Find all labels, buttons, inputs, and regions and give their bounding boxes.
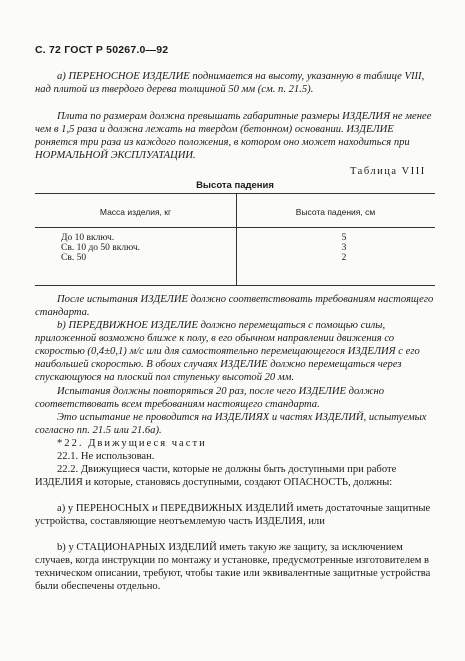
- paragraph-b: b) ПЕРЕДВИЖНОЕ ИЗДЕЛИЕ должно перемещаться с помощью силы, приложенной возможно ближе к полу, в его обычном направлении движения со скоростью (0,4±0,1) м/с или для самостоятельно перемещающегося ИЗДЕЛИЯ с его наибольшей скоростью. В обоих случаях ИЗДЕЛИЕ должно перемещаться через спускающуюся на плоский пол ступеньку высотой 20 мм.: [35, 320, 420, 384]
- column-header-mass: Масса изделия, кг: [99, 207, 172, 217]
- table-bottom-rule: [35, 285, 435, 286]
- page-header: С. 72 ГОСТ Р 50267.0—92: [35, 44, 169, 56]
- paragraph-plate: Плита по размерам должна превышать габаритные размеры ИЗДЕЛИЯ не менее чем в 1,5 раза и должна лежать на твердом (бетонном) основании. ИЗДЕЛИЕ роняется три раза из каждого положения, в котором оно может находиться при НОРМАЛЬНОЙ ЭКСПЛУАТАЦИИ.: [35, 111, 432, 162]
- table-cell-height: 3: [341, 243, 347, 253]
- section-22-2-a: а) у ПЕРЕНОСНЫХ и ПЕРЕДВИЖНЫХ ИЗДЕЛИЙ иметь достаточные защитные устройства, составляющие неотъемлемую часть ИЗДЕЛИЯ, или: [35, 503, 431, 528]
- drop-height-table: [35, 193, 435, 286]
- table-cell-mass: Св. 50: [61, 253, 87, 263]
- section-22-1: 22.1. Не использован.: [57, 451, 155, 462]
- table-title: Высота падения: [196, 180, 274, 191]
- section-22-title: *22. Движущиеся части: [57, 438, 207, 449]
- paragraph-after-test: После испытания ИЗДЕЛИЕ должно соответствовать требованиям настоящего стандарта.: [35, 294, 434, 319]
- paragraph-a: а) ПЕРЕНОСНОЕ ИЗДЕЛИЕ поднимается на высоту, указанную в таблице VIII, над плитой из твердого дерева толщиной 50 мм (см. п. 21.5).: [35, 71, 425, 96]
- table-cell-height: 2: [341, 253, 347, 263]
- table-cell-mass: До 10 включ.: [61, 233, 115, 243]
- table-caption: Таблица VIII: [350, 166, 426, 177]
- paragraph-repeat: Испытания должны повторяться 20 раз, после чего ИЗДЕЛИЕ должно соответствовать всем требованиям настоящего стандарта.: [35, 386, 385, 411]
- table-cell-height: 5: [341, 233, 347, 243]
- table-top-rule: [35, 193, 435, 194]
- section-22-2-b: b) у СТАЦИОНАРНЫХ ИЗДЕЛИЙ иметь такую же защиту, за исключением случаев, когда инструкции по монтажу и установке, предусмотренные изготовителем в техническом описании, требуют, чтобы такие или эквивалентные защитные устройства были обеспечены отдельно.: [35, 542, 431, 593]
- column-header-height: Высота падения, см: [295, 207, 376, 217]
- table-cell-mass: Св. 10 до 50 включ.: [61, 243, 141, 253]
- paragraph-exempt: Это испытание не проводится на ИЗДЕЛИЯХ и частях ИЗДЕЛИЙ, испытуемых согласно пп. 21.5 или 21.6а).: [35, 412, 427, 437]
- table-header-rule: [35, 227, 435, 228]
- section-22-2: 22.2. Движущиеся части, которые не должны быть доступными при работе ИЗДЕЛИЯ и которые, становясь доступными, создают ОПАСНОСТЬ, должны:: [35, 464, 397, 489]
